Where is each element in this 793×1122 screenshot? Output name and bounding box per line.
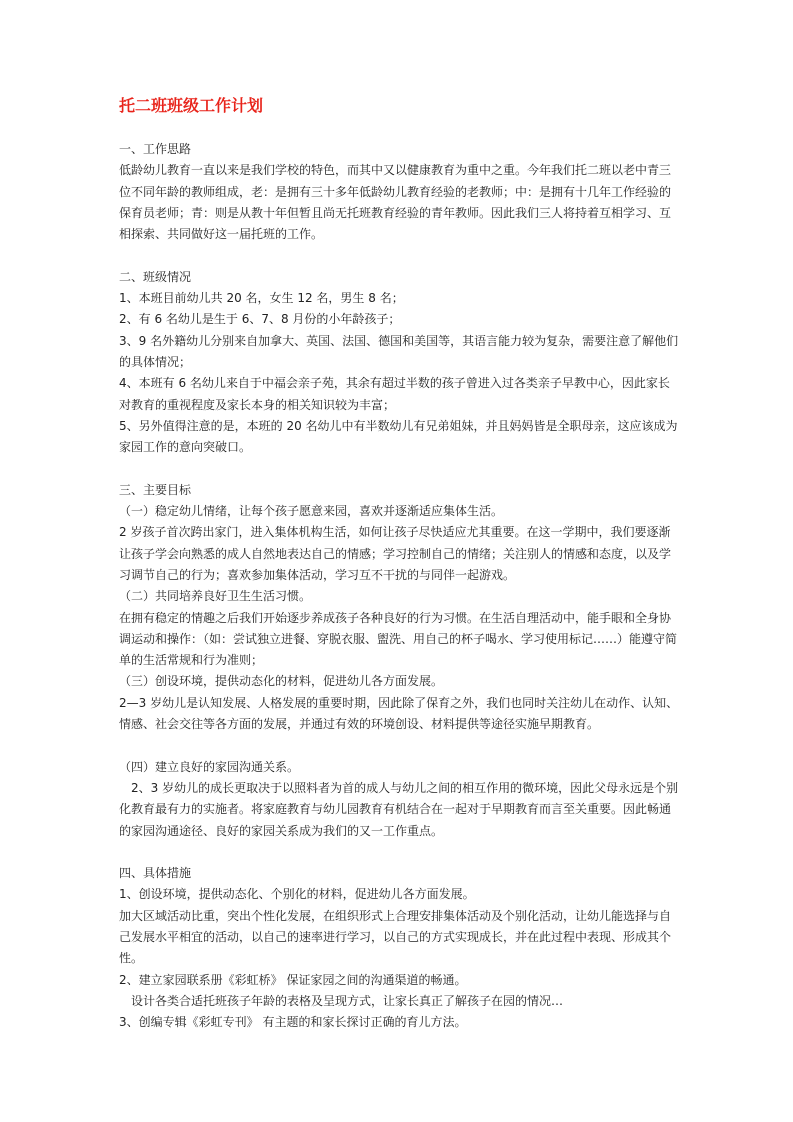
section-heading: 二、班级情况 xyxy=(119,269,192,284)
document-body xyxy=(119,139,679,1033)
paragraph: 低龄幼儿教育一直以来是我们学校的特色，而其中又以健康教育为重中之重。今年我们托二班以老中青三位不同年龄的教师组成，老：是拥有三十多年低龄幼儿教育经验的老教师；中：是拥有十几年工作经验的保育员老师；青：则是从教十年但暂且尚无托班教育经验的青年教师。因此我们三人将持着互相学习、互相探索、共同做好这一届托班的工作。 xyxy=(119,163,672,242)
paragraph: 1、创设环境，提供动态化、个别化的材料，促进幼儿各方面发展。 xyxy=(119,887,475,902)
paragraph: 5、另外值得注意的是，本班的 20 名幼儿中有半数幼儿有兄弟姐妹，并且妈妈皆是全职母亲，这应该成为家园工作的意向突破口。 xyxy=(119,418,678,455)
paragraph: 3、9 名外籍幼儿分别来自加拿大、英国、法国、德国和美国等，其语言能力较为复杂，需要注意了解他们的具体情况； xyxy=(119,333,679,369)
paragraph: 在拥有稳定的情趣之后我们开始逐步养成孩子各种良好的行为习惯。在生活自理活动中，能手眼和全身协调运动和操作：（如：尝试独立进餐、穿脱衣服、盥洗、用自己的杯子喝水、学习使用标记……）能遵守简单的生活常规和行为准则； xyxy=(119,610,678,668)
paragraph: 4、本班有 6 名幼儿来自于中福会亲子苑，其余有超过半数的孩子曾进入过各类亲子早教中心，因此家长对教育的重视程度及家长本身的相关知识较为丰富； xyxy=(119,376,670,412)
subheading: （二）共同培养良好卫生生活习惯。 xyxy=(119,589,312,604)
paragraph: 2、3 岁幼儿的成长更取决于以照料者为首的成人与幼儿之间的相互作用的微环境，因此父母永远是个别化教育最有力的实施者。将家庭教育与幼儿园教育有机结合在一起对于早期教育而言至关重要。因此畅通的家园沟通途径、良好的家园关系成为我们的又一工作重点。 xyxy=(119,780,679,838)
paragraph: 2 岁孩子首次跨出家门，进入集体机构生活，如何让孩子尽快适应尤其重要。在这一学期中，我们要逐渐让孩子学会向熟悉的成人自然地表达自己的情感；学习控制自己的情绪；关注别人的情感和态度，以及学习调节自己的行为；喜欢参加集体活动，学习互不干扰的与同伴一起游戏。 xyxy=(119,525,672,582)
paragraph: 2、建立家园联系册《彩虹桥》 保证家园之间的沟通渠道的畅通。 xyxy=(119,972,467,987)
paragraph: 加大区域活动比重，突出个性化发展，在组织形式上合理安排集体活动及个别化活动，让幼儿能选择与自己发展水平相宜的活动，以自己的速率进行学习，以自己的方式实现成长，并在此过程中表现、形成其个性。 xyxy=(119,908,672,966)
subheading: （四）建立良好的家园沟通关系。 xyxy=(119,759,300,774)
document-title: 托二班班级工作计划 xyxy=(119,96,264,115)
subheading: （一）稳定幼儿情绪，让每个孩子愿意来园，喜欢并逐渐适应集体生活。 xyxy=(119,504,504,519)
section-heading: 三、主要目标 xyxy=(119,482,192,497)
paragraph: 1、本班目前幼儿共 20 名，女生 12 名，男生 8 名； xyxy=(119,291,404,306)
section-heading: 一、工作思路 xyxy=(119,142,192,156)
paragraph: 2、有 6 名幼儿是生于 6、7、8 月份的小年龄孩子； xyxy=(119,312,401,327)
paragraph: 3、创编专辑《彩虹专刊》 有主题的和家长探讨正确的育儿方法。 xyxy=(119,1015,467,1030)
paragraph: 设计各类合适托班孩子年龄的表格及呈现方式，让家长真正了解孩子在园的情况… xyxy=(131,993,564,1008)
section-heading: 四、具体措施 xyxy=(119,866,192,881)
subheading: （三）创设环境，提供动态化的材料，促进幼儿各方面发展。 xyxy=(119,674,444,689)
paragraph: 2—3 岁幼儿是认知发展、人格发展的重要时期，因此除了保育之外，我们也同时关注幼儿在动作、认知、情感、社会交往等各方面的发展，并通过有效的环境创设、材料提供等途径实施早期教育。 xyxy=(119,695,679,732)
